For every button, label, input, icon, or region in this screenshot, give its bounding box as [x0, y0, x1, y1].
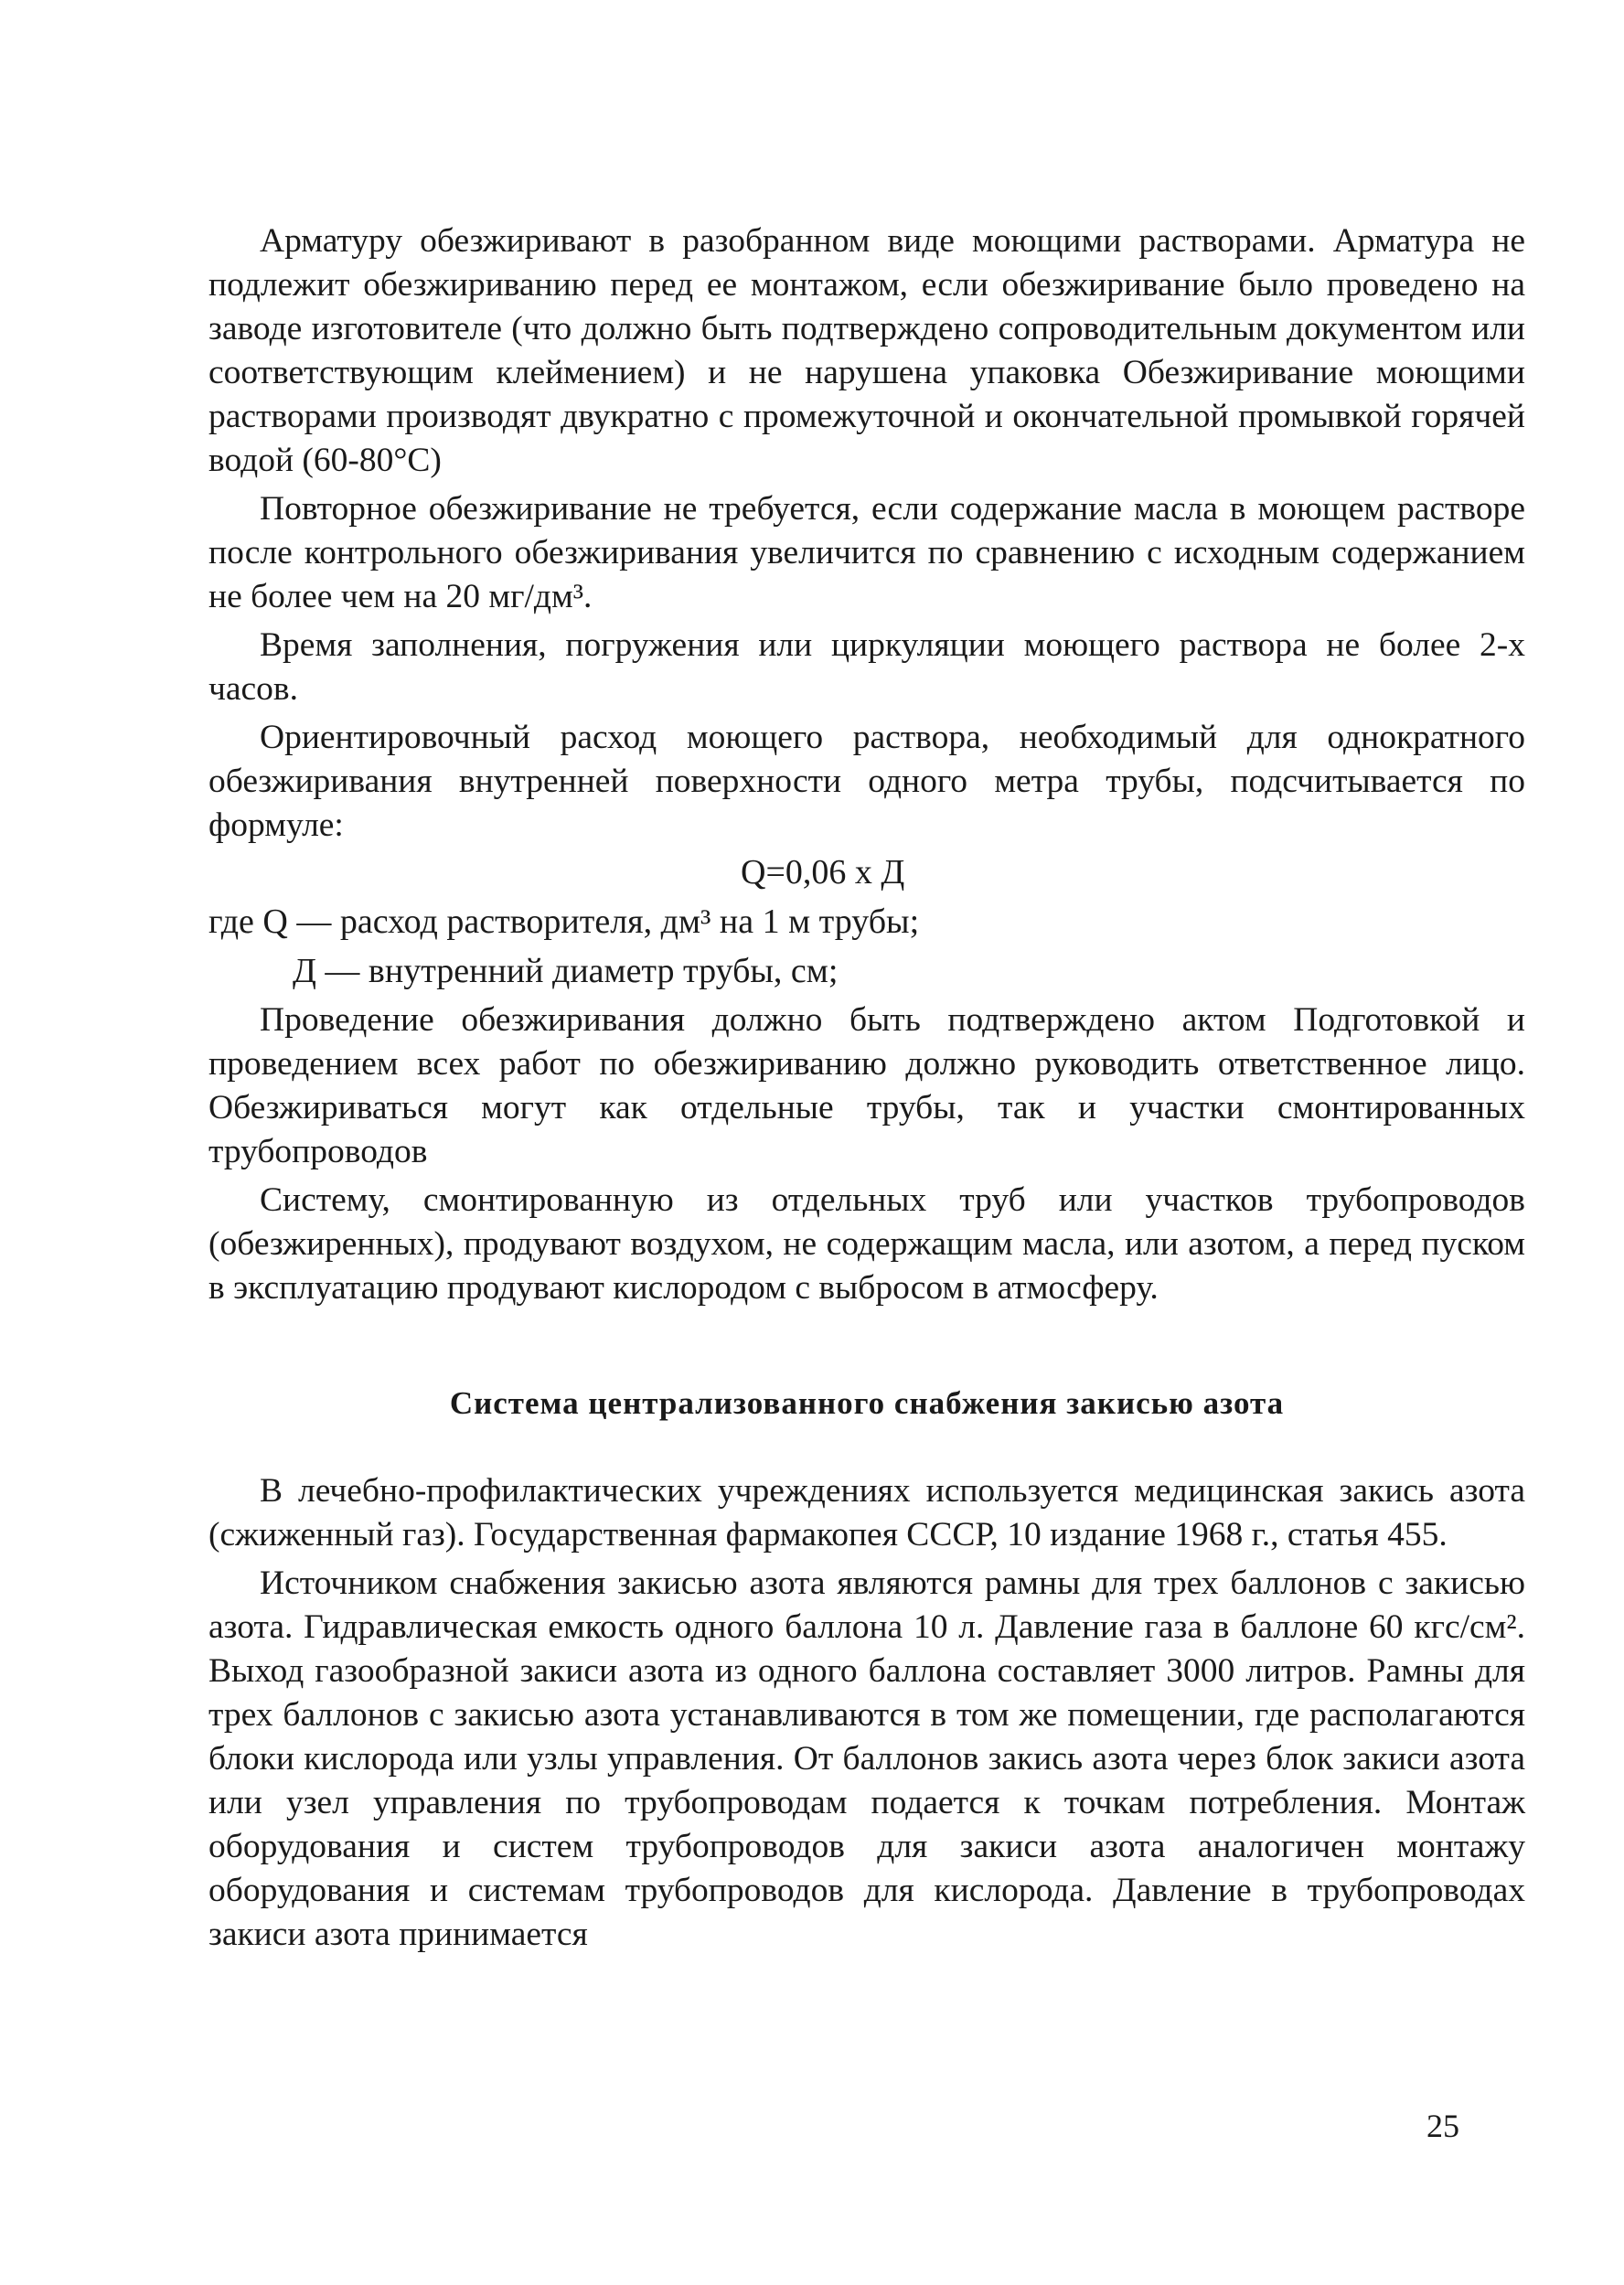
page-number: 25 [1426, 2108, 1459, 2144]
paragraph-fill-time: Время заполнения, погружения или циркуляции моющего раствора не более 2-х часов. [208, 626, 1525, 708]
paragraph-degreasing-act: Проведение обезжиривания должно быть подтверждено актом Подготовкой и проведением всех работ по обезжириванию должно руководить ответственное лицо. Обезжириваться могут как отдельные трубы, так и участки смонтированных трубопроводов [208, 1001, 1525, 1170]
paragraph-nitrous-oxide-intro: В лечебно-профилактических учреждениях используется медицинская закись азота (сжиженный газ). Государственная фармакопея СССР, 10 издание 1968 г., статья 455. [208, 1472, 1525, 1554]
formula-definition-q: где Q — расход растворителя, дм³ на 1 м трубы; [208, 902, 920, 941]
paragraph-fittings-degreasing: Арматуру обезжиривают в разобранном виде моющими растворами. Арматура не подлежит обезжириванию перед ее монтажом, если обезжиривание было проведено на заводе изготовителе (что должно быть подтверждено сопроводительным документом или соответствующим клеймением) и не нарушена упаковка Обезжиривание моющими растворами производят двукратно с промежуточной и окончательной промывкой горячей водой (60-80°С) [208, 222, 1525, 479]
paragraph-nitrous-oxide-supply: Источником снабжения закисью азота являются рамны для трех баллонов с закисью азота. Гидравлическая емкость одного баллона 10 л. Давление газа в баллоне 60 кгс/см². Выход газообразной закиси азота из одного баллона составляет 3000 литров. Рамны для трех баллонов с закисью азота устанавливаются в том же помещении, где располагаются блоки кислорода или узлы управления. От баллонов закись азота через блок закиси азота или узел управления по трубопроводам подается к точкам потребления. Монтаж оборудования и систем трубопроводов для закиси азота аналогичен монтажу оборудования и системам трубопроводов для кислорода. Давление в трубопроводах закиси азота принимается [208, 1564, 1525, 1953]
paragraph-consumption: Ориентировочный расход моющего раствора, необходимый для однократного обезжиривания внутренней поверхности одного метра трубы, подсчитывается по формуле: [208, 719, 1525, 844]
section-heading: Система централизованного снабжения закисью азота [449, 1385, 1285, 1421]
page-body [208, 219, 1525, 1961]
paragraph-repeat-degreasing: Повторное обезжиривание не требуется, если содержание масла в моющем растворе после контрольного обезжиривания увеличится по сравнению с исходным содержанием не более чем на 20 мг/дм³. [208, 490, 1525, 615]
formula-definition-d: Д — внутренний диаметр трубы, см; [293, 952, 839, 990]
paragraph-system-purge: Систему, смонтированную из отдельных труб или участков трубопроводов (обезжиренных), продувают воздухом, не содержащим масла, или азотом, а перед пуском в эксплуатацию продувают кислородом с выбросом в атмосферу. [208, 1181, 1525, 1307]
formula: Q=0,06 х Д [741, 853, 905, 892]
